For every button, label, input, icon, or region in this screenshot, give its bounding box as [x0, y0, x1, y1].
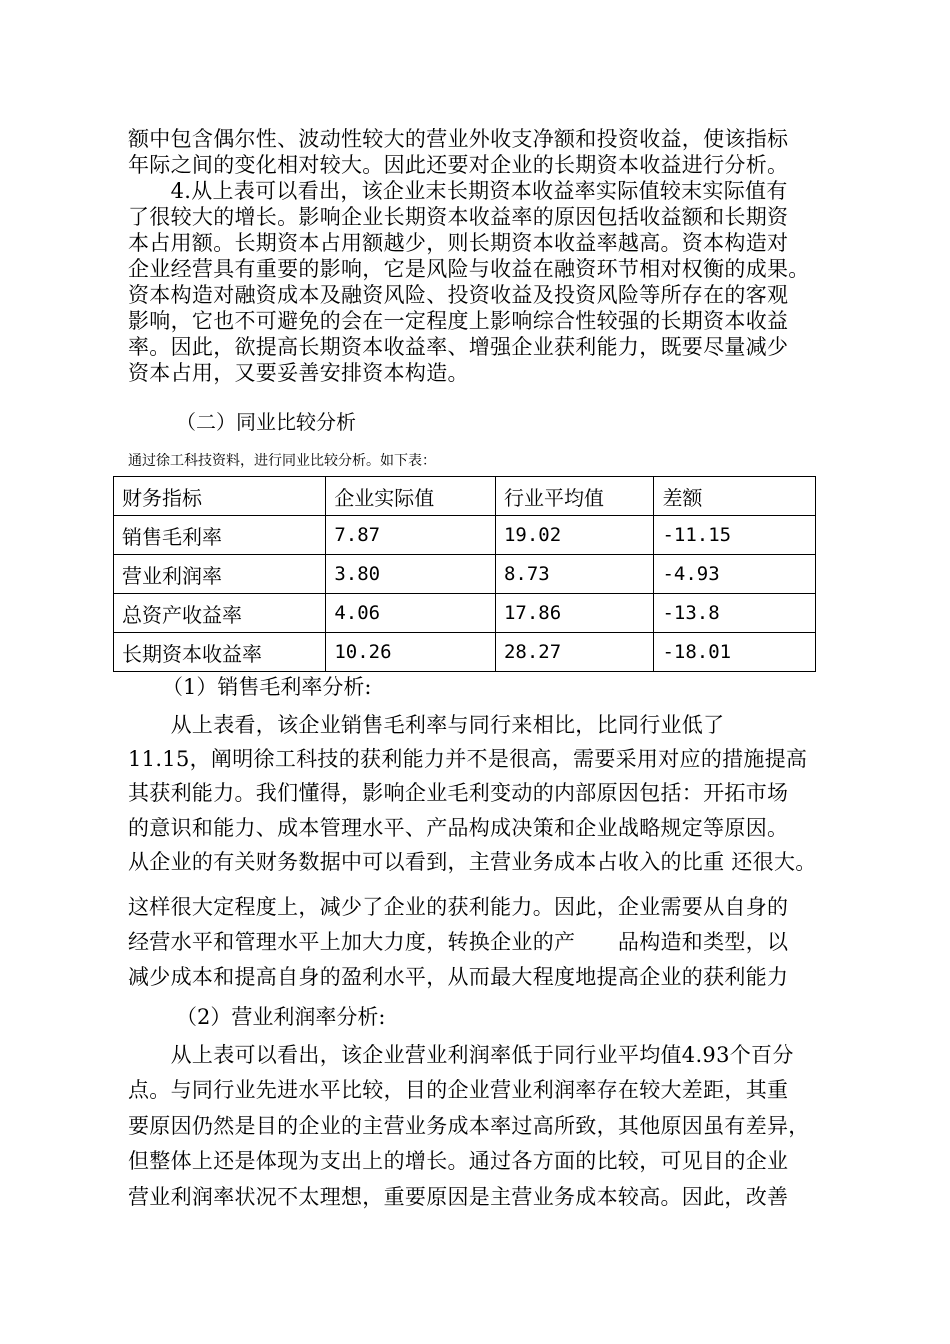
paragraph-line: 其获利能力。我们懂得，影响企业毛利变动的内部原因包括：开拓市场 — [128, 781, 789, 805]
paragraph-line: 了很较大的增长。影响企业长期资本收益率的原因包括收益额和长期资 — [128, 205, 789, 229]
table-cell: -13.8 — [654, 594, 816, 633]
table-row — [114, 555, 816, 594]
table-cell: 3.80 — [326, 555, 496, 594]
table-row — [114, 633, 816, 672]
paragraph-line: 影响，它也不可避免的会在一定程度上影响综合性较强的长期资本收益 — [128, 309, 789, 333]
paragraph-line: 从企业的有关财务数据中可以看到，主营业务成本占收入的比重 还很大。 — [128, 850, 817, 874]
paragraph-line: 要原因仍然是目的企业的主营业务成本率过高所致，其他原因虽有差异， — [128, 1114, 810, 1138]
paragraph-line: 资本占用，又要妥善安排资本构造。 — [128, 361, 469, 385]
paragraph-line: 经营水平和管理水平上加大力度，转换企业的产 品构造和类型，以 — [128, 930, 789, 954]
table-cell: 7.87 — [326, 516, 496, 555]
table-cell: 总资产收益率 — [114, 594, 326, 633]
paragraph-line: 营业利润率状况不太理想，重要原因是主营业务成本较高。因此，改善 — [128, 1185, 789, 1209]
table-cell: 长期资本收益率 — [114, 633, 326, 672]
header-cell: 差额 — [654, 477, 816, 516]
table-cell: -18.01 — [654, 633, 816, 672]
paragraph-line: 率。因此，欲提高长期资本收益率、增强企业获利能力，既要尽量减少 — [128, 335, 789, 359]
table-row — [114, 516, 816, 555]
paragraph-line: 资本构造对融资成本及融资风险、投资收益及投资风险等所存在的客观 — [128, 283, 789, 307]
paragraph-line: 这样很大定程度上，减少了企业的获利能力。因此，企业需要从自身的 — [128, 895, 789, 919]
table-row — [114, 594, 816, 633]
paragraph-line: 企业经营具有重要的影响，它是风险与收益在融资环节相对权衡的成果。 — [128, 257, 810, 281]
table-cell: 28.27 — [495, 633, 653, 672]
paragraph-line: 本占用额。长期资本占用额越少，则长期资本收益率越高。资本构造对 — [128, 231, 789, 255]
table-header-row — [114, 477, 816, 516]
paragraph-line: 额中包含偶尔性、波动性较大的营业外收支净额和投资收益，使该指标 — [128, 127, 789, 151]
table-cell: 17.86 — [495, 594, 653, 633]
comparison-table — [113, 476, 816, 672]
header-cell: 财务指标 — [114, 477, 326, 516]
paragraph-line: 减少成本和提高自身的盈利水平，从而最大程度地提高企业的获利能力 — [128, 965, 789, 989]
paragraph-line: 从上表可以看出，该企业营业利润率低于同行业平均值4.93个百分 — [128, 1043, 794, 1067]
table-intro: 通过徐工科技资料，进行同业比较分析。如下表： — [128, 453, 436, 469]
table-cell: 19.02 — [495, 516, 653, 555]
table-cell: -11.15 — [654, 516, 816, 555]
subsection-heading: （1）销售毛利率分析: — [162, 675, 372, 699]
table-cell: 销售毛利率 — [114, 516, 326, 555]
paragraph-line: 4.从上表可以看出，该企业末长期资本收益率实际值较末实际值有 — [128, 179, 788, 203]
paragraph-line: 年际之间的变化相对较大。因此还要对企业的长期资本收益进行分析。 — [128, 153, 789, 177]
paragraph-line: 的意识和能力、成本管理水平、产品构成决策和企业战略规定等原因。 — [128, 816, 789, 840]
table-cell: 10.26 — [326, 633, 496, 672]
table-cell: 8.73 — [495, 555, 653, 594]
table-cell: -4.93 — [654, 555, 816, 594]
paragraph-line: 从上表看，该企业销售毛利率与同行来相比，比同行业低了 — [128, 713, 725, 737]
paragraph-line: 11.15，阐明徐工科技的获利能力并不是很高，需要采用对应的措施提高 — [128, 747, 808, 771]
paragraph-line: 但整体上还是体现为支出上的增长。通过各方面的比较，可见目的企业 — [128, 1149, 789, 1173]
subsection-heading: （2）营业利润率分析: — [176, 1005, 386, 1029]
paragraph-line: 点。与同行业先进水平比较，目的企业营业利润率存在较大差距，其重 — [128, 1078, 789, 1102]
table-cell: 营业利润率 — [114, 555, 326, 594]
header-cell: 行业平均值 — [495, 477, 653, 516]
table-cell: 4.06 — [326, 594, 496, 633]
section-heading: （二）同业比较分析 — [176, 410, 356, 434]
header-cell: 企业实际值 — [326, 477, 496, 516]
